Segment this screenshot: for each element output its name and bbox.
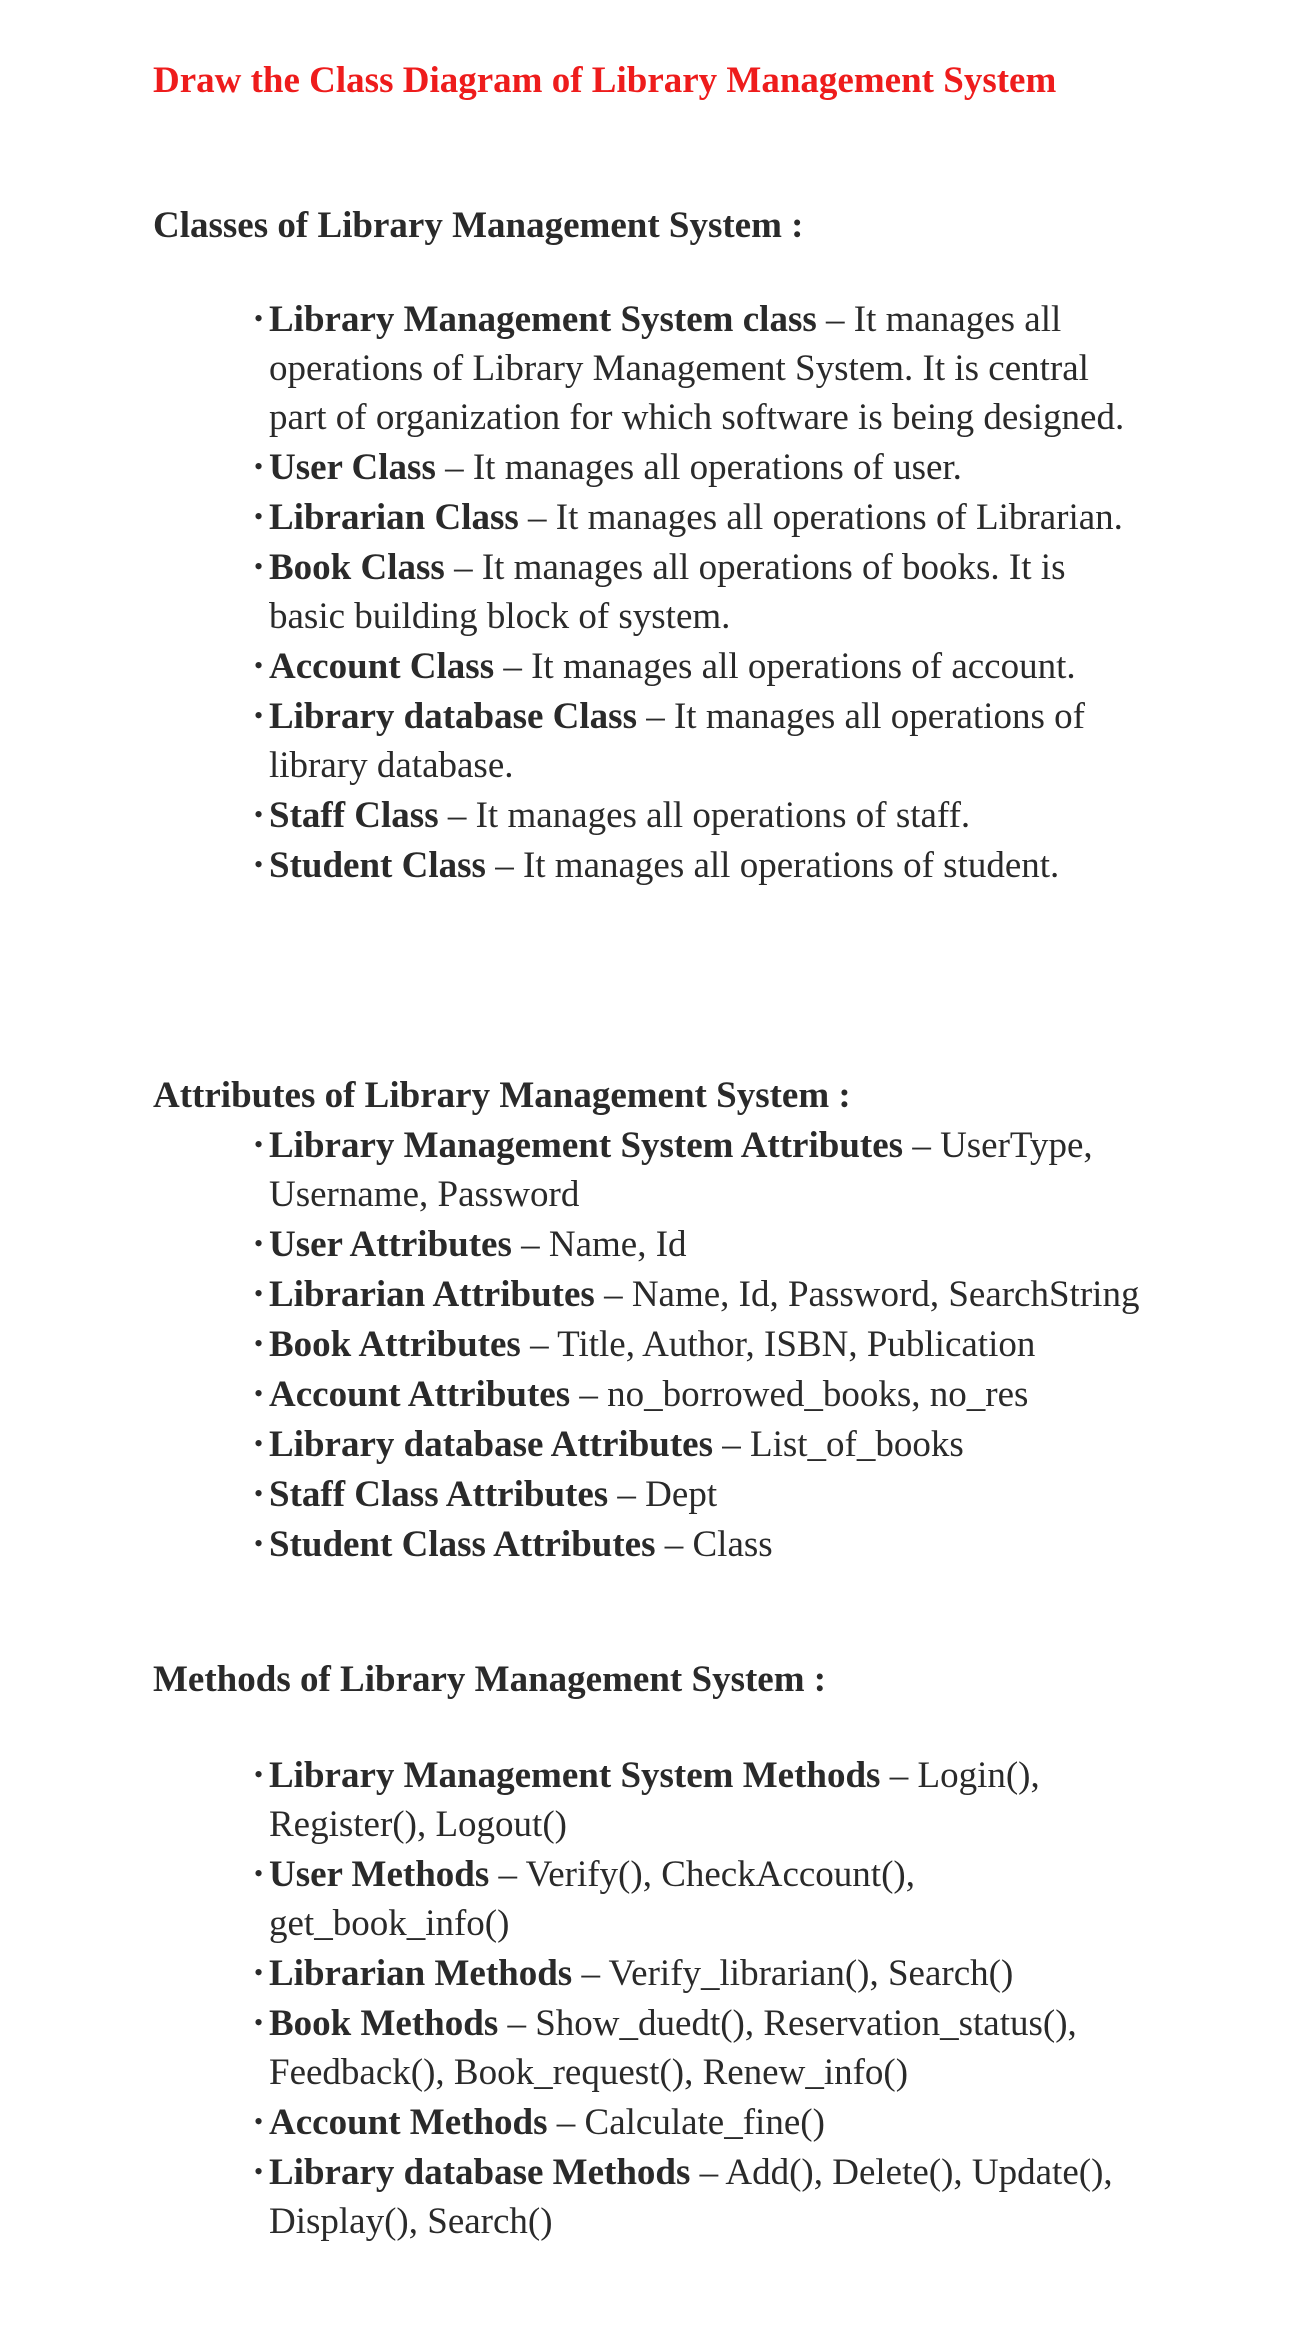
list-item: • Library database Class – It manages all operations of library database. [230, 691, 1150, 790]
list-item: • Staff Class Attributes – Dept [230, 1469, 1150, 1519]
bullet-icon: • [254, 2157, 264, 2186]
list-item: • Library Management System class – It manages all operations of Library Management System. It is central part of organization for which software is being designed. [230, 294, 1150, 442]
bullet-icon: • [254, 502, 264, 531]
bullet-icon: • [254, 1279, 264, 1308]
page-title: Draw the Class Diagram of Library Management System [153, 60, 1057, 101]
bullet-icon: • [254, 452, 264, 481]
bullet-icon: • [254, 1760, 264, 1789]
bullet-icon: • [254, 800, 264, 829]
bullet-icon: • [254, 1130, 264, 1159]
list-item: • Student Class – It manages all operations of student. [230, 840, 1150, 890]
bullet-icon: • [254, 1329, 264, 1358]
bullet-icon: • [254, 701, 264, 730]
list-item: • Library Management System Methods – Login(), Register(), Logout() [230, 1750, 1150, 1849]
list-item: • Librarian Class – It manages all operations of Librarian. [230, 492, 1150, 542]
list-item: • Account Methods – Calculate_fine() [230, 2097, 1150, 2147]
list-item: • User Attributes – Name, Id [230, 1219, 1150, 1269]
bullet-icon: • [254, 651, 264, 680]
list-item: • Librarian Methods – Verify_librarian(), Search() [230, 1948, 1150, 1998]
bullet-icon: • [254, 1229, 264, 1258]
bullet-icon: • [254, 1429, 264, 1458]
classes-list [230, 294, 1150, 890]
list-item: • Library Management System Attributes – UserType, Username, Password [230, 1120, 1150, 1219]
list-item: • User Methods – Verify(), CheckAccount(), get_book_info() [230, 1849, 1150, 1948]
methods-heading: Methods of Library Management System : [153, 1659, 827, 1700]
bullet-icon: • [254, 2008, 264, 2037]
list-item: • Book Methods – Show_duedt(), Reservation_status(), Feedback(), Book_request(), Renew_info() [230, 1998, 1150, 2097]
bullet-icon: • [254, 1859, 264, 1888]
bullet-icon: • [254, 1379, 264, 1408]
attributes-list [230, 1120, 1150, 1569]
list-item: • User Class – It manages all operations of user. [230, 442, 1150, 492]
list-item: • Library database Methods – Add(), Delete(), Update(), Display(), Search() [230, 2147, 1150, 2246]
list-item: • Book Attributes – Title, Author, ISBN, Publication [230, 1319, 1150, 1369]
methods-list [230, 1750, 1150, 2246]
list-item: • Student Class Attributes – Class [230, 1519, 1150, 1569]
list-item: • Staff Class – It manages all operations of staff. [230, 790, 1150, 840]
classes-heading: Classes of Library Management System : [153, 205, 804, 246]
bullet-icon: • [254, 850, 264, 879]
list-item: • Account Attributes – no_borrowed_books, no_res [230, 1369, 1150, 1419]
bullet-icon: • [254, 1529, 264, 1558]
list-item: • Library database Attributes – List_of_books [230, 1419, 1150, 1469]
bullet-icon: • [254, 1479, 264, 1508]
list-item: • Book Class – It manages all operations of books. It is basic building block of system. [230, 542, 1150, 641]
bullet-icon: • [254, 552, 264, 581]
list-item: • Librarian Attributes – Name, Id, Password, SearchString [230, 1269, 1150, 1319]
bullet-icon: • [254, 1958, 264, 1987]
list-item: • Account Class – It manages all operations of account. [230, 641, 1150, 691]
attributes-heading: Attributes of Library Management System : [153, 1075, 851, 1116]
bullet-icon: • [254, 2107, 264, 2136]
bullet-icon: • [254, 304, 264, 333]
